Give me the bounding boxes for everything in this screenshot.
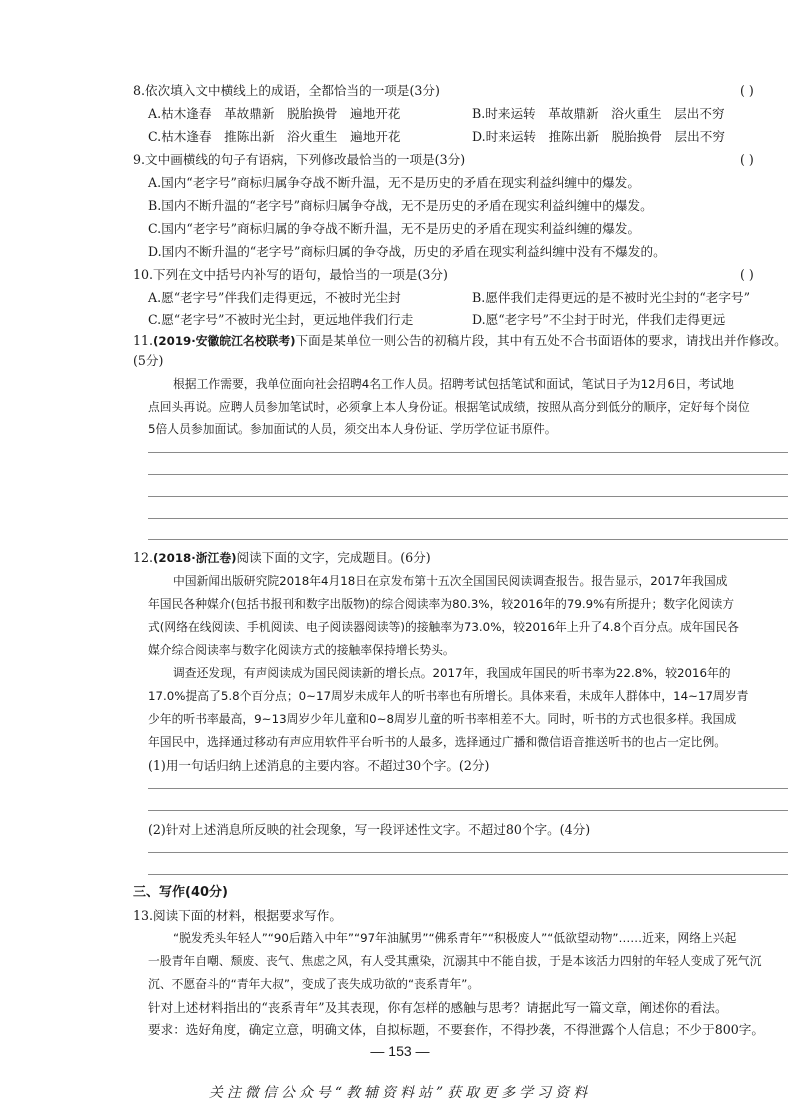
q12-passage-line-5: 调查还发现，有声阅读成为国民阅读新的增长点。2017年，我国成年国民的听书率为22.8%，较2016年的 [173,666,731,680]
q12-subquestion-1: (1)用一句话归纳上述消息的主要内容。不超过30个字。(2分) [148,758,490,773]
q8-option-d[interactable]: D.时来运转 推陈出新 脱胎换骨 层出不穷 [472,129,725,144]
q9-answer-paren[interactable]: ( ) [740,152,754,167]
q11-answer-line[interactable] [148,539,788,540]
q12-sub2-answer-line[interactable] [148,874,788,875]
q12-sub1-answer-line[interactable] [148,810,788,811]
section-3-title: 三、写作(40分) [133,885,228,900]
q12-passage-line-2: 年国民各种媒介(包括书报刊和数字出版物)的综合阅读率为80.3%，较2016年的79.9%有所提升；数字化阅读方 [148,597,735,611]
q10-option-a[interactable]: A.愿“老字号”伴我们走得更远，不被时光尘封 [148,290,401,305]
q13-task: 针对上述材料指出的“丧系青年”及其表现，你有怎样的感触与思考？请据此写一篇文章，阐述你的看法。 [148,1000,728,1015]
q8-option-a[interactable]: A.枯木逢春 革故鼎新 脱胎换骨 遍地开花 [148,106,401,121]
q13-material-line-1: “脱发秃头年轻人”“90后踏入中年”“97年油腻男”“佛系青年”“积极废人”“低欲望动物”……近来，网络上兴起 [173,931,737,945]
q11-notice-line-1: 根据工作需要，我单位面向社会招聘4名工作人员。招聘考试包括笔试和面试，笔试日子为12月6日，考试地 [173,377,734,391]
q11-notice-line-3: 5倍人员参加面试。参加面试的人员，须交出本人身份证、学历学位证书原件。 [148,422,557,436]
q12-passage-line-8: 年国民中，选择通过移动有声应用软件平台听书的人最多，选择通过广播和微信语音推送听书的也占一定比例。 [148,735,727,749]
q12-passage-line-4: 媒介综合阅读率与数字化阅读方式的接触率保持增长势头。 [148,643,455,657]
q10-answer-paren[interactable]: ( ) [740,267,754,282]
q11-answer-line[interactable] [148,452,788,453]
q12-stem-line [133,549,431,567]
q11-source: (2019·安徽皖江名校联考) [153,334,296,348]
q11-notice-line-2: 点回头再说。应聘人员参加笔试时，必须拿上本人身份证。根据笔试成绩，按照从高分到低分的顺序，定好每个岗位 [148,400,750,414]
q8-answer-paren[interactable]: ( ) [740,83,754,98]
q10-stem: 10.下列在文中括号内补写的语句，最恰当的一项是(3分) [133,267,448,282]
q12-passage-line-6: 17.0%提高了5.8个百分点；0~17周岁未成年人的听书率也有所增长。具体来看，未成年人群体中，14~17周岁青 [148,689,749,703]
q12-source: (2018·浙江卷) [153,551,237,565]
q12-sub2-answer-line[interactable] [148,852,788,853]
q11-answer-line[interactable] [148,518,788,519]
q11-stem-line [133,332,787,350]
q13-material-line-3: 沉、不愿奋斗的“青年大叔”，变成了丧失成功欲的“丧系青年”。 [148,977,480,991]
q9-option-d[interactable]: D.国内不断升温的“老字号”商标归属的争夺战，历史的矛盾在现实利益纠缠中没有不爆发的。 [148,244,666,259]
q11-stem: 下面是某单位一则公告的初稿片段，其中有五处不合书面语体的要求，请找出并作修改。 [295,333,787,348]
q8-option-b[interactable]: B.时来运转 革故鼎新 浴火重生 层出不穷 [472,106,725,121]
q9-stem: 9.文中画横线的句子有语病，下列修改最恰当的一项是(3分) [133,152,466,167]
q8-option-c[interactable]: C.枯木逢春 推陈出新 浴火重生 遍地开花 [148,129,401,144]
footer-note: 关注微信公众号“教辅资料站”获取更多学习资料 [208,1085,592,1101]
q12-passage-line-1: 中国新闻出版研究院2018年4月18日在京发布第十五次全国国民阅读调查报告。报告显示，2017年我国成 [173,574,728,588]
page-number: — 153 — [370,1043,430,1059]
q11-number: 11. [133,333,154,348]
q9-option-b[interactable]: B.国内不断升温的“老字号”商标归属争夺战，无不是历史的矛盾在现实利益纠缠中的爆发。 [148,198,653,213]
q12-sub1-answer-line[interactable] [148,788,788,789]
q8-stem: 8.依次填入文中横线上的成语，全都恰当的一项是(3分) [133,83,440,98]
q13-material-line-2: 一股青年自嘲、颓废、丧气、焦虑之风，有人受其熏染，沉溺其中不能自拔，于是本该活力四射的年轻人变成了死气沉 [148,954,762,968]
q11-answer-line[interactable] [148,496,788,497]
q12-passage-line-7: 少年的听书率最高，9~13周岁少年儿童和0~8周岁儿童的听书率相差不大。同时，听书的方式也很多样。我国成 [148,712,737,726]
q13-stem: 13.阅读下面的材料，根据要求写作。 [133,908,342,923]
q12-stem: 阅读下面的文字，完成题目。(6分) [236,550,431,565]
q10-option-c[interactable]: C.愿“老字号”不被时光尘封，更远地伴我们行走 [148,312,414,327]
q12-passage-line-3: 式(网络在线阅读、手机阅读、电子阅读器阅读等)的接触率为73.0%，较2016年上升了4.8个百分点。成年国民各 [148,620,739,634]
q9-option-a[interactable]: A.国内“老字号”商标归属争夺战不断升温，无不是历史的矛盾在现实利益纠缠中的爆发。 [148,175,640,190]
q11-answer-line[interactable] [148,474,788,475]
q11-score: (5分) [133,353,164,368]
q10-option-b[interactable]: B.愿伴我们走得更远的是不被时光尘封的“老字号” [472,290,751,305]
q12-number: 12. [133,550,154,565]
q10-option-d[interactable]: D.愿“老字号”不尘封于时光，伴我们走得更远 [472,312,726,327]
q13-requirements: 要求：选好角度，确定立意，明确文体，自拟标题，不要套作，不得抄袭，不得泄露个人信息；不少于800字。 [148,1022,764,1037]
q9-option-c[interactable]: C.国内“老字号”商标归属的争夺战不断升温，无不是历史的矛盾在现实利益纠缠的爆发。 [148,221,641,236]
q12-subquestion-2: (2)针对上述消息所反映的社会现象，写一段评述性文字。不超过80个字。(4分) [148,822,591,837]
